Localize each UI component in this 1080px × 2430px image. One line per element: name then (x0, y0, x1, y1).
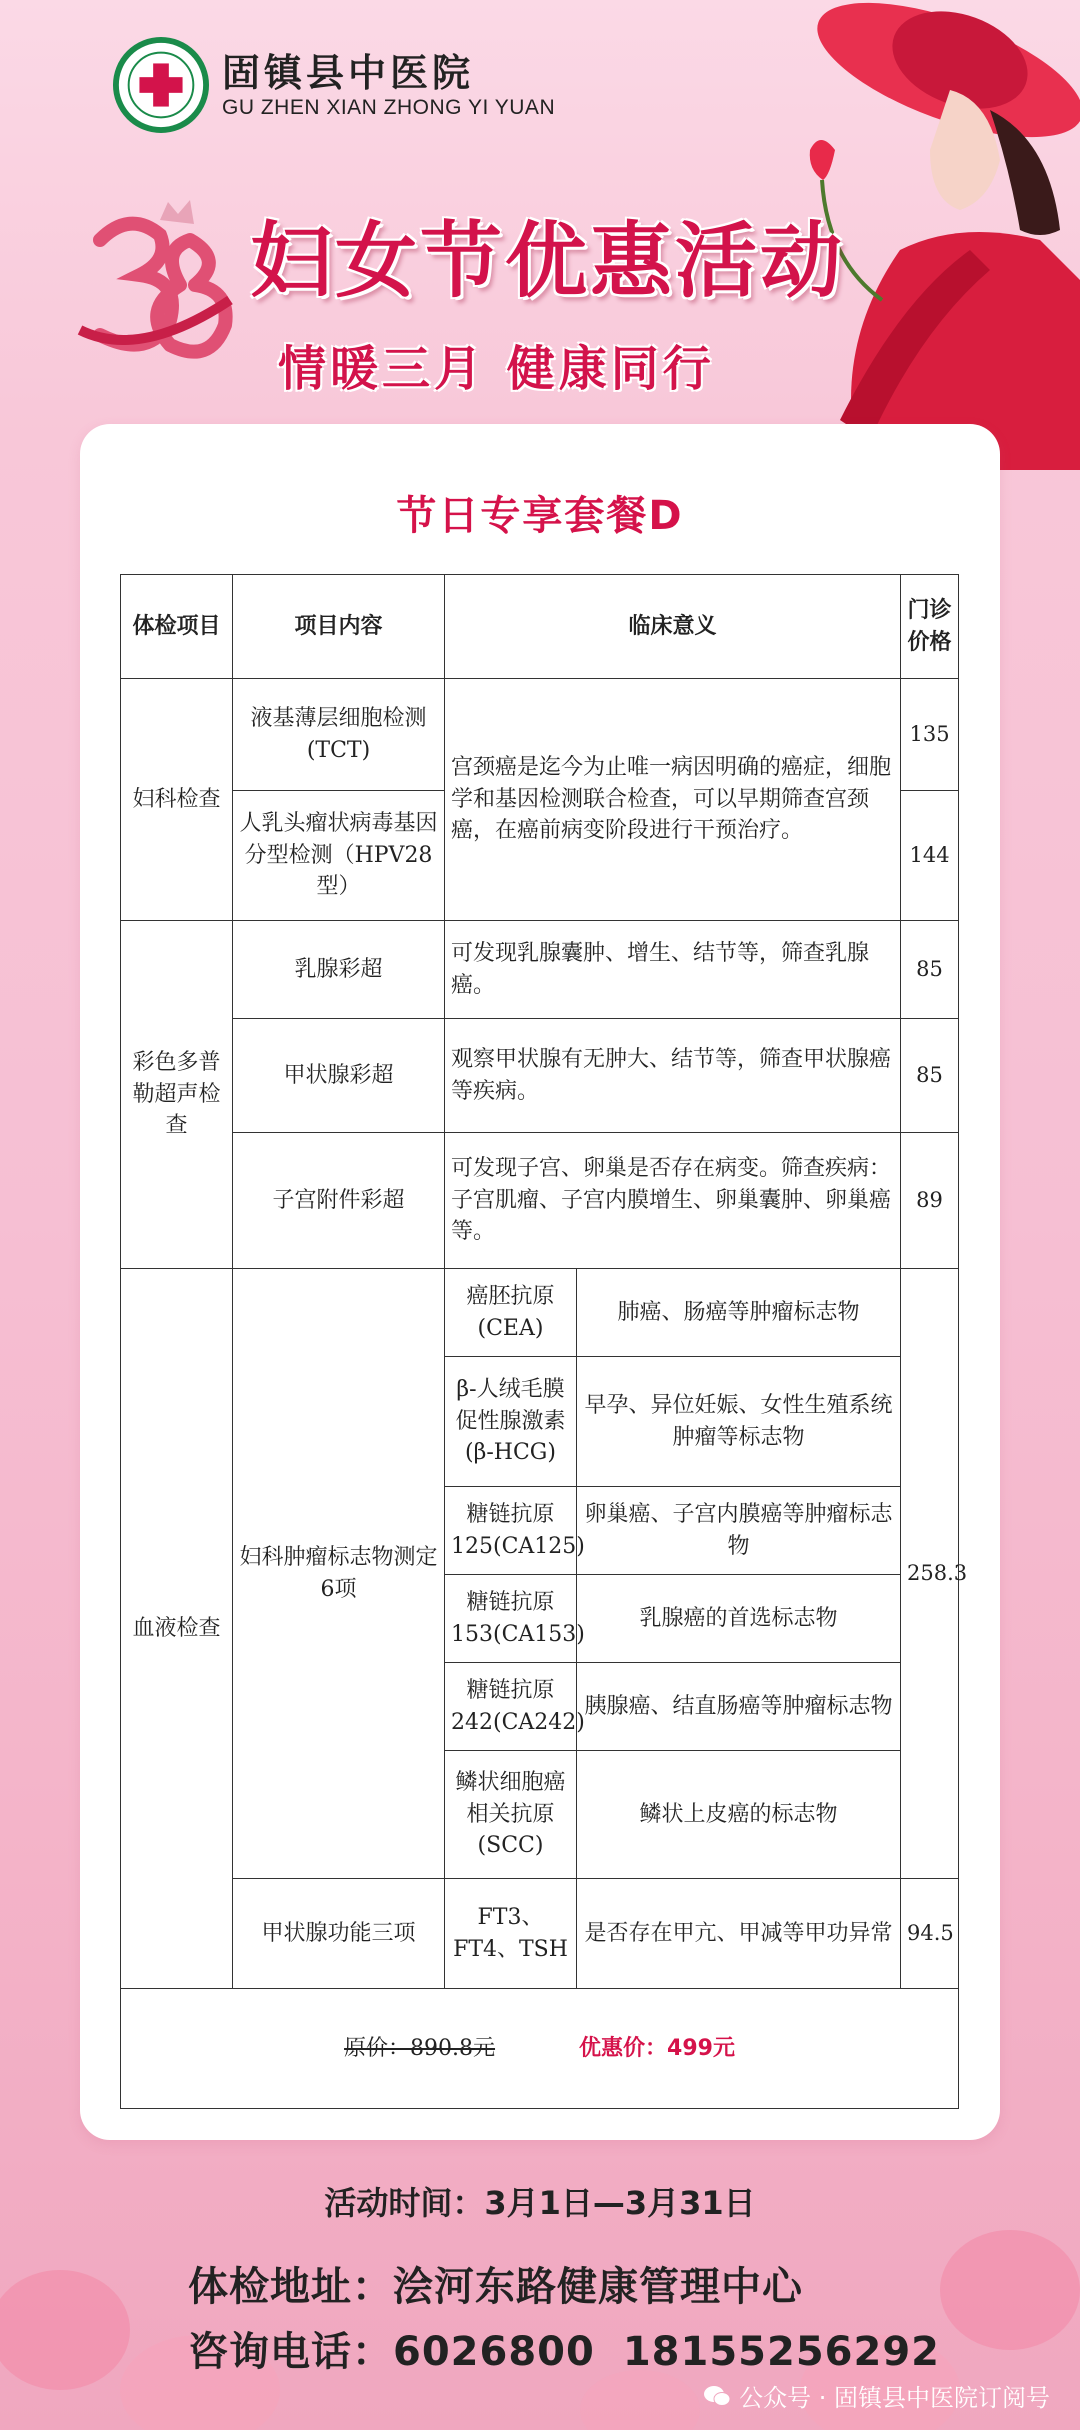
marker-meaning: 卵巢癌、子宫内膜癌等肿瘤标志物 (577, 1487, 901, 1575)
hpv-price: 144 (901, 791, 959, 921)
marker-meaning: 肺癌、肠癌等肿瘤标志物 (577, 1269, 901, 1357)
package-table (120, 574, 968, 2109)
thyroid-func-sub: FT3、FT4、TSH (445, 1879, 577, 1989)
marker-meaning: 胰腺癌、结直肠癌等肿瘤标志物 (577, 1663, 901, 1751)
table-header-row (121, 575, 959, 679)
package-title: 节日专享套餐D (396, 493, 684, 539)
thyroid-func-meaning: 是否存在甲亢、甲减等甲功异常 (577, 1879, 901, 1989)
marker-name: 癌胚抗原(CEA) (445, 1269, 577, 1357)
table-row (121, 1879, 959, 1989)
thyroid-us-price: 85 (901, 1019, 959, 1133)
marker-meaning: 早孕、异位妊娠、女性生殖系统肿瘤等标志物 (577, 1357, 901, 1487)
uterus-meaning: 可发现子宫、卵巢是否存在病变。筛查疾病：子宫肌瘤、子宫内膜增生、卵巢囊肿、卵巢癌等。 (445, 1133, 901, 1269)
gyn-meaning: 宫颈癌是迄今为止唯一病因明确的癌症，细胞学和基因检测联合检查，可以早期筛查宫颈癌，在癌前病变阶段进行干预治疗。 (445, 679, 901, 921)
38-emblem (60, 180, 260, 380)
marker-name: 糖链抗原153(CA153) (445, 1575, 577, 1663)
uterus-name: 子宫附件彩超 (233, 1133, 445, 1269)
header-meaning: 临床意义 (445, 575, 901, 679)
breast-price: 85 (901, 921, 959, 1019)
marker-name: β-人绒毛膜促性腺激素(β-HCG) (445, 1357, 577, 1487)
table-row (121, 1133, 959, 1269)
hpv-name: 人乳头瘤状病毒基因分型检测（HPV28型） (233, 791, 445, 921)
phone-number-1: 6026800 (393, 2329, 595, 2375)
sale-price: 优惠价：499元 (579, 2035, 735, 2061)
tct-name: 液基薄层细胞检测(TCT) (233, 679, 445, 791)
header-content: 项目内容 (233, 575, 445, 679)
wechat-account (703, 2378, 1050, 2413)
marker-name: 鳞状细胞癌相关抗原(SCC) (445, 1751, 577, 1879)
page-subtitle: 情暖三月 健康同行 (278, 341, 715, 397)
table-row (121, 1269, 959, 1357)
contact-phone (188, 2320, 968, 2377)
page-title: 妇女节优惠活动 (250, 214, 846, 309)
table-row (121, 679, 959, 791)
marker-name: 糖链抗原125(CA125) (445, 1487, 577, 1575)
tumor-group: 妇科肿瘤标志物测定6项 (233, 1269, 445, 1879)
tumor-price: 258.3 (901, 1269, 959, 1879)
marker-meaning: 乳腺癌的首选标志物 (577, 1575, 901, 1663)
category-blood: 血液检查 (121, 1269, 233, 1989)
breast-name: 乳腺彩超 (233, 921, 445, 1019)
thyroid-func-name: 甲状腺功能三项 (233, 1879, 445, 1989)
phone-label: 咨询电话： (188, 2329, 393, 2375)
category-gyn: 妇科检查 (121, 679, 233, 921)
uterus-price: 89 (901, 1133, 959, 1269)
activity-period: 活动时间：3月1日—3月31日 (324, 2184, 756, 2222)
wechat-icon (703, 2384, 731, 2408)
hospital-logo (112, 36, 210, 134)
category-ultrasound: 彩色多普勒超声检查 (121, 921, 233, 1269)
header-item: 体检项目 (121, 575, 233, 679)
table-row (121, 1019, 959, 1133)
phone-number-2: 18155256292 (622, 2329, 940, 2375)
wechat-label: 公众号 · 固镇县中医院订阅号 (739, 2384, 1050, 2412)
marker-meaning: 鳞状上皮癌的标志物 (577, 1751, 901, 1879)
thyroid-us-meaning: 观察甲状腺有无肿大、结节等，筛查甲状腺癌等疾病。 (445, 1019, 901, 1133)
thyroid-func-price: 94.5 (901, 1879, 959, 1989)
breast-meaning: 可发现乳腺囊肿、增生、结节等，筛查乳腺癌。 (445, 921, 901, 1019)
table-row (121, 921, 959, 1019)
hospital-name: 固镇县中医院 (222, 51, 475, 95)
original-price: 原价：890.8元 (344, 2035, 496, 2061)
tct-price: 135 (901, 679, 959, 791)
thyroid-us-name: 甲状腺彩超 (233, 1019, 445, 1133)
header-price: 门诊价格 (901, 575, 959, 679)
marker-name: 糖链抗原242(CA242) (445, 1663, 577, 1751)
exam-address: 体检地址：浍河东路健康管理中心 (188, 2264, 803, 2310)
hospital-name-en: GU ZHEN XIAN ZHONG YI YUAN (222, 96, 556, 119)
